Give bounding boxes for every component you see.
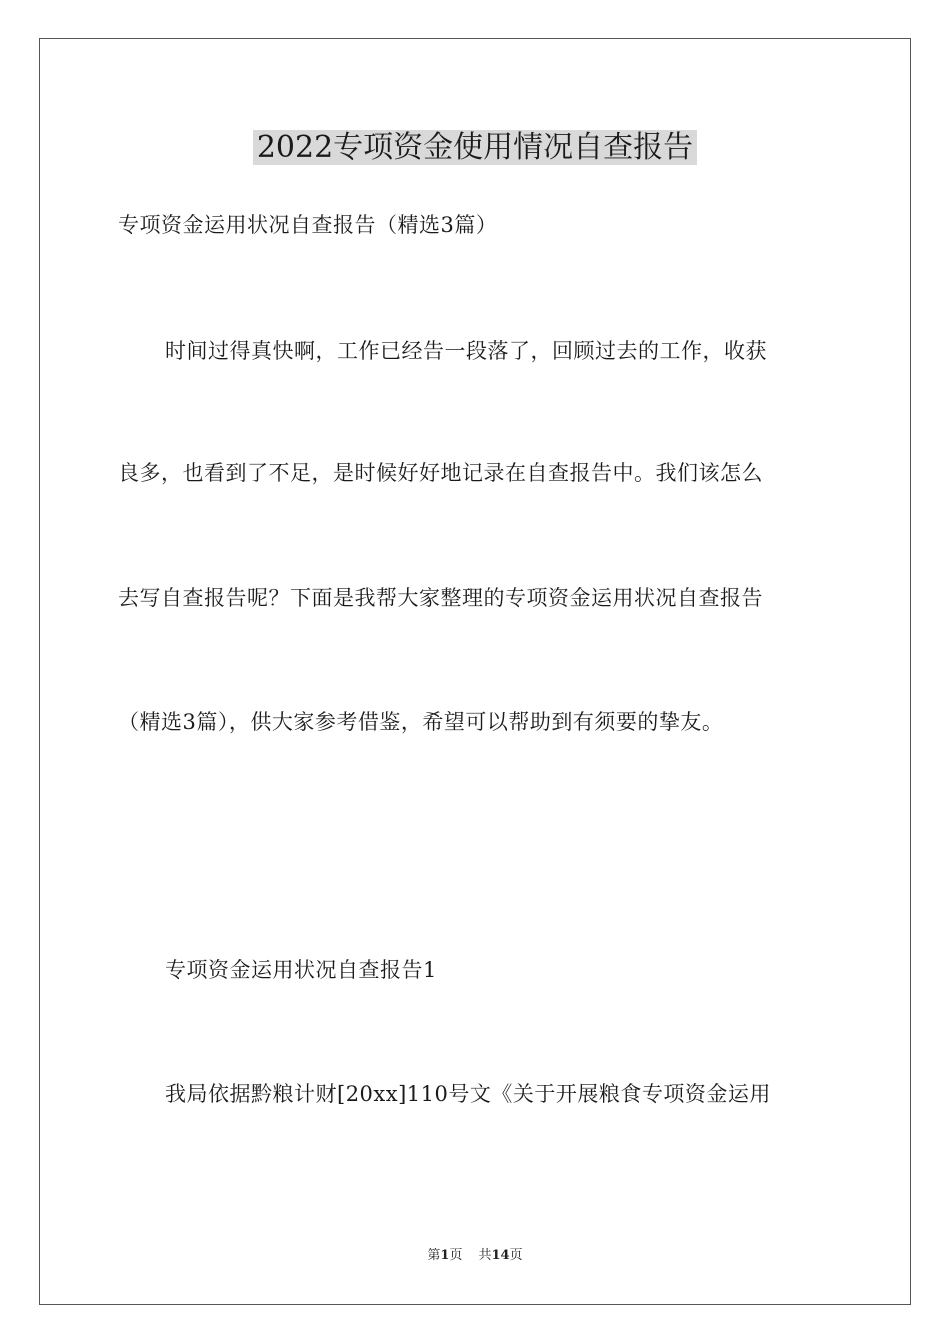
footer-total-suffix: 页 <box>509 1248 523 1263</box>
document-title-text: 2022专项资金使用情况自查报告 <box>253 130 697 165</box>
paragraph-line: 去写自查报告呢？下面是我帮大家整理的专项资金运用状况自查报告 <box>118 586 763 610</box>
footer-page-current: 1 <box>440 1248 450 1263</box>
page-footer <box>0 1247 950 1265</box>
document-title <box>0 128 950 168</box>
document-subtitle: 专项资金运用状况自查报告（精选3篇） <box>118 213 498 237</box>
section-heading: 专项资金运用状况自查报告1 <box>165 958 437 982</box>
footer-page-prefix: 第 <box>427 1248 441 1263</box>
paragraph-line: 我局依据黔粮计财[20xx]110号文《关于开展粮食专项资金运用 <box>165 1082 771 1106</box>
footer-page-suffix: 页 <box>449 1248 463 1263</box>
paragraph-line: 良多，也看到了不足，是时候好好地记录在自查报告中。我们该怎么 <box>118 461 763 485</box>
footer-total-prefix: 共 <box>478 1248 492 1263</box>
footer-page-total: 14 <box>491 1248 510 1263</box>
paragraph-line: 时间过得真快啊，工作已经告一段落了，回顾过去的工作，收获 <box>165 339 767 363</box>
paragraph-line: （精选3篇），供大家参考借鉴，希望可以帮助到有须要的挚友。 <box>118 710 724 734</box>
